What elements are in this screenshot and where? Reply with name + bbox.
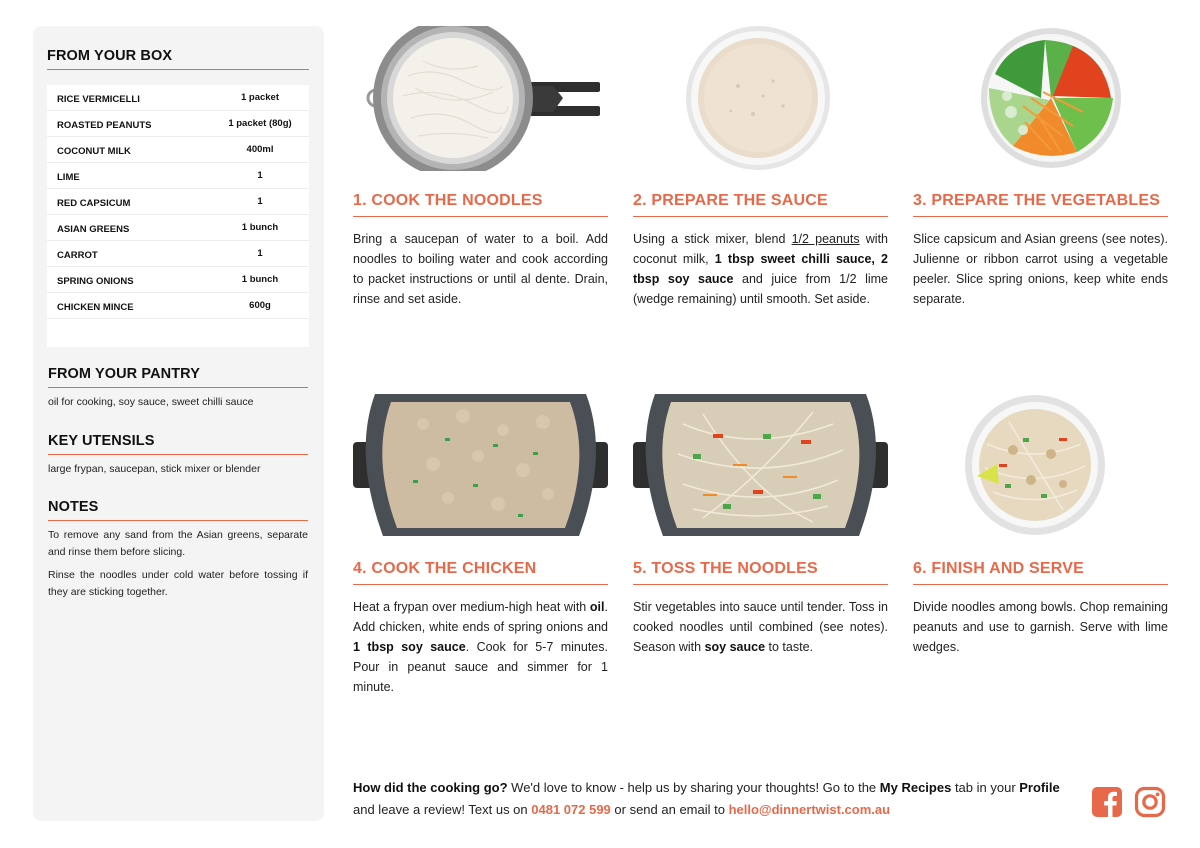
step-body <box>633 229 888 309</box>
body-text: to taste. <box>765 640 813 654</box>
body-text: . Cook for 5-7 minutes. Pour in peanut sauce and simmer for 1 minute. <box>353 640 608 694</box>
utensils-section <box>48 433 308 478</box>
ingredient-name: RED CAPSICUM <box>57 198 131 209</box>
body-text: Stir vegetables into sauce until tender. Toss in cooked noodles until combined (see notes). Season with <box>633 600 888 654</box>
ingredient-name: ROASTED PEANUTS <box>57 120 152 131</box>
footer-lead: How did the cooking go? <box>353 780 508 795</box>
from-your-box-header <box>47 48 309 70</box>
note-item: To remove any sand from the Asian greens, separate and rinse them before slicing. <box>48 529 308 558</box>
feedback-footer <box>353 777 1073 821</box>
notes-heading: NOTES <box>48 499 308 521</box>
ingredient-qty: 1 bunch <box>241 222 279 233</box>
ingredient-name: ASIAN GREENS <box>57 224 130 235</box>
bold-text: soy sauce <box>704 640 766 654</box>
noodles-in-colander-photo <box>353 26 608 171</box>
step-title: 1. COOK THE NOODLES <box>353 192 608 217</box>
ingredient-row <box>47 85 309 111</box>
ingredient-name: LIME <box>57 172 80 183</box>
underlined-text: 1/2 peanuts <box>791 232 860 246</box>
body-text: Divide noodles among bowls. Chop remaining peanuts and use to garnish. Serve with lime wedges. <box>913 600 1168 654</box>
pantry-heading: FROM YOUR PANTRY <box>48 366 308 388</box>
body-text: and juice from 1/2 lime (wedge remaining) until smooth. Set aside. <box>633 272 888 306</box>
ingredients-table <box>47 85 309 347</box>
body-text: with coconut milk, <box>633 232 888 266</box>
ingredient-name: RICE VERMICELLI <box>57 94 140 105</box>
ingredient-qty: 400ml <box>246 144 274 155</box>
ingredient-row <box>47 163 309 189</box>
step-title: 6. FINISH AND SERVE <box>913 560 1168 585</box>
facebook-icon[interactable] <box>1091 786 1123 818</box>
bold-text: 1 tbsp soy sauce <box>353 640 466 654</box>
profile-label: Profile <box>1019 780 1060 795</box>
footer-text: or send an email to <box>610 802 729 817</box>
peanut-sauce-bowl-photo <box>633 26 888 171</box>
ingredient-row <box>47 111 309 137</box>
note-item: Rinse the noodles under cold water before tossing if they are sticking together. <box>48 569 308 598</box>
body-text: Using a stick mixer, blend <box>633 232 792 246</box>
bold-text: 1 tbsp sweet chilli sauce, 2 tbsp soy sauce <box>633 252 889 286</box>
ingredient-qty: 600g <box>249 300 271 311</box>
ingredient-name: CARROT <box>57 250 98 261</box>
ingredients-panel <box>33 26 324 821</box>
ingredient-row <box>47 293 309 319</box>
sliced-vegetables-bowl-photo <box>913 26 1168 171</box>
ingredient-row <box>47 241 309 267</box>
ingredient-qty: 1 <box>257 248 263 259</box>
ingredient-name: COCONUT MILK <box>57 146 131 157</box>
body-text: Bring a saucepan of water to a boil. Add noodles to boiling water and cook according to packet instructions or until al dente. Drain, rinse and set aside. <box>353 232 608 306</box>
pantry-section <box>48 366 308 411</box>
step-title: 5. TOSS THE NOODLES <box>633 560 888 585</box>
step-body <box>353 229 608 309</box>
chicken-in-frypan-photo <box>353 394 608 536</box>
body-text: . Add chicken, white ends of spring onions and <box>353 600 608 634</box>
my-recipes-label: My Recipes <box>879 780 952 795</box>
ingredient-qty: 1 packet (80g) <box>228 118 292 129</box>
ingredient-qty: 1 bunch <box>241 274 279 285</box>
phone-number[interactable]: 0481 072 599 <box>531 802 611 817</box>
instagram-icon[interactable] <box>1134 786 1166 818</box>
step-title: 4. COOK THE CHICKEN <box>353 560 608 585</box>
step-title: 2. PREPARE THE SAUCE <box>633 192 888 217</box>
ingredient-name: SPRING ONIONS <box>57 276 134 287</box>
step-body <box>353 597 608 697</box>
step-body <box>913 229 1168 309</box>
ingredient-qty: 1 <box>257 170 263 181</box>
footer-text: and leave a review! Text us on <box>353 802 532 817</box>
body-text: Slice capsicum and Asian greens (see notes). Julienne or ribbon carrot using a vegetable peeler. Slice spring onions, keep white ends separate. <box>913 232 1168 306</box>
ingredient-qty: 1 packet <box>240 92 280 103</box>
ingredient-row <box>47 267 309 293</box>
step-title: 3. PREPARE THE VEGETABLES <box>913 192 1168 217</box>
body-text: Heat a frypan over medium-high heat with <box>353 600 590 614</box>
bold-text: oil <box>589 600 605 614</box>
noodles-tossed-in-pan-photo <box>633 394 888 536</box>
utensils-heading: KEY UTENSILS <box>48 433 308 455</box>
ingredient-row <box>47 215 309 241</box>
step-body <box>633 597 888 657</box>
utensils-text: large frypan, saucepan, stick mixer or blender <box>48 463 261 475</box>
ingredient-name: CHICKEN MINCE <box>57 302 134 313</box>
email-link[interactable]: hello@dinnertwist.com.au <box>728 802 891 817</box>
ingredient-row <box>47 137 309 163</box>
pantry-text: oil for cooking, soy sauce, sweet chilli sauce <box>48 396 254 408</box>
ingredient-row <box>47 189 309 215</box>
footer-text: We'd love to know - help us by sharing your thoughts! Go to the <box>507 780 880 795</box>
footer-text: tab in your <box>951 780 1020 795</box>
step-body <box>913 597 1168 657</box>
ingredient-qty: 1 <box>257 196 263 207</box>
served-noodle-bowl-photo <box>913 394 1168 536</box>
notes-section <box>48 499 308 601</box>
from-your-box-heading: FROM YOUR BOX <box>47 48 173 64</box>
